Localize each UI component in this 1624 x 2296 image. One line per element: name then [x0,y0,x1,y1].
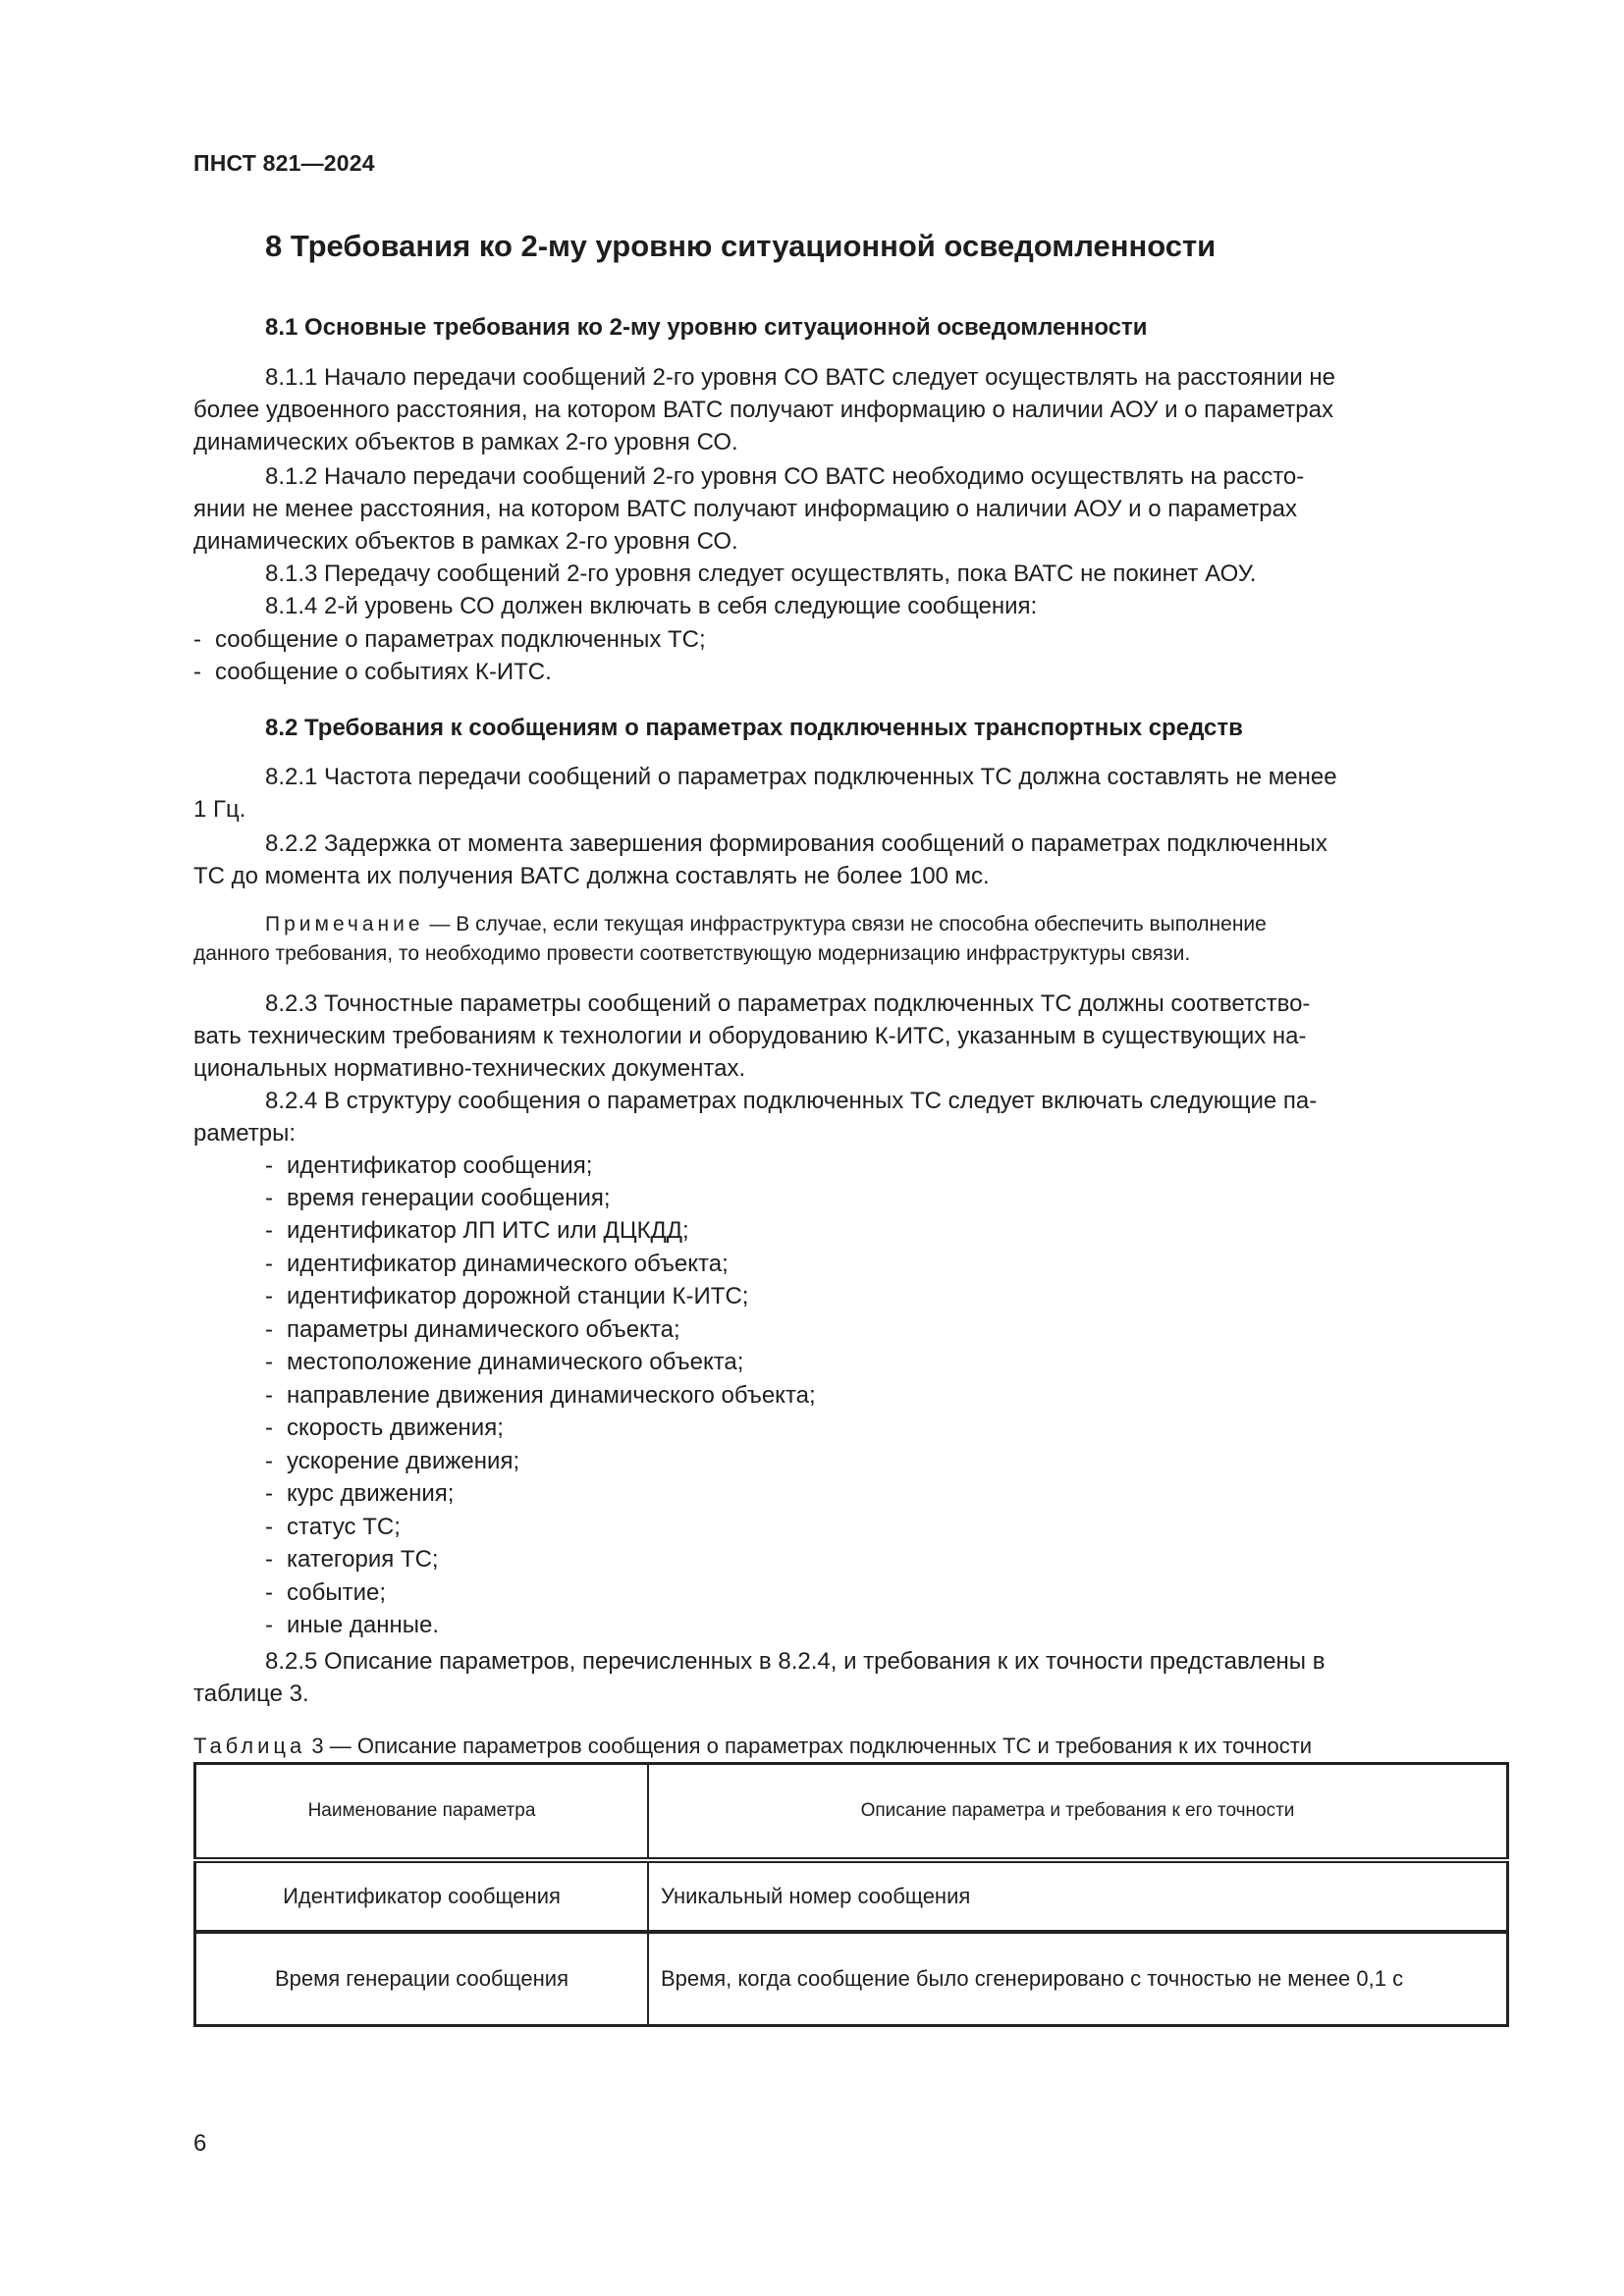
text-line: раметры: [193,1120,297,1147]
list-item: - идентификатор дорожной станции К-ИТС; [265,1283,749,1309]
text-line: динамических объектов в рамках 2-го уровня СО. [193,528,738,555]
list-item: - категория ТС; [265,1546,439,1573]
text-line: 8.2.5 Описание параметров, перечисленных в 8.2.4, и требования к их точности представлены в [265,1648,1326,1675]
text-line: вать техническим требованиям к технологии и оборудованию К-ИТС, указанным в существующих на- [193,1023,1307,1049]
text-line: 1 Гц. [193,796,246,823]
table-row [195,1932,1508,2026]
parameters-table [193,1762,1509,2027]
section-8-2-heading: 8.2 Требования к сообщениям о параметрах подключенных транспортных средств [265,715,1243,741]
text-line: динамических объектов в рамках 2-го уровня СО. [193,429,738,455]
text-line: 8.2.1 Частота передачи сообщений о параметрах подключенных ТС должна составлять не менее [265,764,1337,790]
text-line: 8.1.1 Начало передачи сообщений 2-го уровня СО ВАТС следует осуществлять на расстоянии не [265,364,1336,391]
note-line: Примечание — В случае, если текущая инфраструктура связи не способна обеспечить выполнение [265,913,1267,935]
text-line: янии не менее расстояния, на котором ВАТС получают информацию о наличии АОУ и о параметрах [193,496,1298,522]
list-item: - сообщение о параметрах подключенных ТС; [193,626,706,653]
list-item: - курс движения; [265,1480,455,1507]
text-line: таблице 3. [193,1681,309,1707]
text-line: 8.1.2 Начало передачи сообщений 2-го уровня СО ВАТС необходимо осуществлять на рассто- [265,463,1305,490]
table-caption: Таблица 3 — Описание параметров сообщения о параметрах подключенных ТС и требования к их точности [193,1734,1313,1758]
list-item: - направление движения динамического объекта; [265,1382,816,1409]
paragraph-8-1-4: 8.1.4 2-й уровень СО должен включать в себя следующие сообщения: [265,593,1038,619]
table-caption-label: Таблица [193,1734,306,1758]
column-header: Наименование параметра [195,1764,649,1861]
text-line: 8.2.2 Задержка от момента завершения формирования сообщений о параметрах подключенных [265,830,1327,857]
text-line: ТС до момента их получения ВАТС должна составлять не более 100 мс. [193,863,990,889]
list-item: - ускорение движения; [265,1448,520,1474]
list-item: - статус ТС; [265,1514,401,1540]
list-item: - сообщение о событиях К-ИТС. [193,659,552,685]
table-header-row [195,1764,1508,1861]
column-header: Описание параметра и требования к его точности [648,1764,1508,1861]
note-line: данного требования, то необходимо провести соответствующую модернизацию инфраструктуры связи. [193,942,1191,965]
table-cell: Идентификатор сообщения [195,1860,649,1932]
list-item: - параметры динамического объекта; [265,1316,680,1343]
document-code: ПНСТ 821—2024 [193,150,375,176]
list-item: - идентификатор динамического объекта; [265,1251,729,1277]
table-row [195,1860,1508,1932]
text-line: более удвоенного расстояния, на котором ВАТС получают информацию о наличии АОУ и о параметрах [193,397,1333,423]
section-8-heading: 8 Требования ко 2-му уровню ситуационной осведомленности [265,229,1217,263]
note-label: Примечание [265,913,424,935]
list-item: - иные данные. [265,1612,440,1638]
list-item: - идентификатор сообщения; [265,1152,593,1179]
page-number: 6 [193,2130,207,2157]
text-line: 8.2.3 Точностные параметры сообщений о параметрах подключенных ТС должны соответство- [265,990,1311,1017]
list-item: - идентификатор ЛП ИТС или ДЦКДД; [265,1217,689,1244]
list-item: - событие; [265,1579,387,1606]
table-cell: Время генерации сообщения [195,1932,649,2026]
section-8-1-heading: 8.1 Основные требования ко 2-му уровню ситуационной осведомленности [265,314,1148,341]
paragraph-8-1-3: 8.1.3 Передачу сообщений 2-го уровня следует осуществлять, пока ВАТС не покинет АОУ. [265,561,1257,587]
text-line: 8.2.4 В структуру сообщения о параметрах подключенных ТС следует включать следующие па- [265,1088,1318,1114]
list-item: - скорость движения; [265,1415,504,1441]
table-cell: Время, когда сообщение было сгенерировано с точностью не менее 0,1 с [648,1932,1508,2026]
list-item: - местоположение динамического объекта; [265,1349,744,1375]
list-item: - время генерации сообщения; [265,1185,611,1211]
text-line: циональных нормативно-технических документах. [193,1055,746,1082]
table-cell: Уникальный номер сообщения [648,1860,1508,1932]
